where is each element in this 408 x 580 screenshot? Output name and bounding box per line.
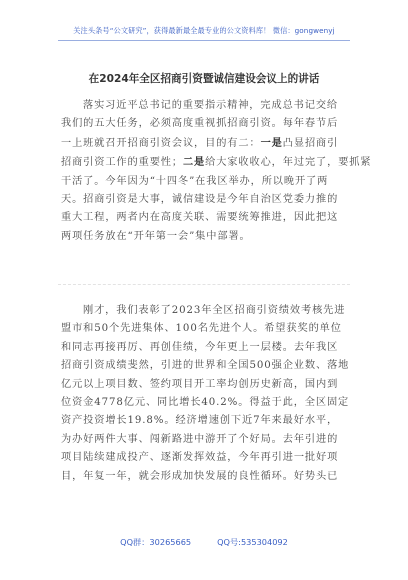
emphasis-text: 二是 — [182, 156, 206, 169]
paragraph-divider — [58, 284, 350, 285]
paragraph-line: 招商引资成绩斐然，引进的世界和全国500强企业数、落地 — [61, 360, 350, 372]
paragraph-text: 一上班就召开招商引资会议，目的有二： — [61, 137, 261, 149]
paragraph-line: 位资金4778亿元、同比增长40.2%。得益于此，全区固定 — [61, 397, 350, 409]
promo-header: 关注头条号“公文研究”，获得最新最全最专业的公文资料库！ 微信：gongwenyj — [73, 26, 335, 35]
paragraph-line: 落实习近平总书记的重要指示精神，完成总书记交给 — [83, 100, 339, 111]
paragraph-line: 为办好两件大事、闯新路进中游开了个好局。去年引进的 — [61, 433, 339, 445]
paragraph-line: 我们的五大任务，必须高度重视抓招商引资。每年春节后 — [61, 118, 339, 130]
qq-group-text: QQ群：30265665 — [120, 537, 192, 547]
paragraph-2 — [61, 302, 351, 486]
paragraph-line: 盟市和50个先进集体、100名先进个人。希望获奖的单位 — [61, 323, 342, 335]
paragraph-line: 天。招商引资是大事，诚信建设是今年自治区党委力推的 — [61, 194, 339, 206]
paragraph-line: 和同志再接再厉、再创佳绩，今年更上一层楼。去年我区 — [61, 341, 339, 353]
paragraph-line — [61, 134, 351, 153]
header-divider — [58, 40, 350, 41]
contact-footer — [0, 537, 408, 548]
paragraph-line: 两项任务放在“开年第一会”集中部署。 — [61, 230, 251, 242]
paragraph-line: 干活了。今年因为“十四冬”在我区举办，所以晚开了两 — [61, 175, 329, 187]
paragraph-text: 凸显招商引 — [282, 137, 339, 149]
paragraph-line: 重大工程，两者内在高度关联、需要统筹推进，因此把这 — [61, 212, 339, 224]
paragraph-1 — [61, 97, 372, 246]
emphasis-text: 一是 — [260, 136, 283, 149]
paragraph-line: 刚才，我们表彰了2023年全区招商引资绩效考核先进 — [83, 305, 346, 316]
paragraph-line: 亿元以上项目数、签约项目开工率均创历史新高，国内到 — [61, 378, 339, 390]
paragraph-text: 招商引资工作的重要性； — [61, 157, 183, 169]
paragraph-line: 项目陆续建成投产、逐渐发挥效益，今年再引进一批好项 — [61, 452, 339, 464]
qq-number-text: QQ号:535304092 — [217, 537, 288, 547]
paragraph-text: 给大家收收心，年过完了，要抓紧 — [205, 157, 372, 169]
document-title: 在2024年全区招商引资暨诚信建设会议上的讲话 — [88, 73, 320, 85]
paragraph-line: 目，年复一年，就会形成加快发展的良性循环。好势头已 — [61, 470, 339, 482]
paragraph-line — [61, 153, 372, 172]
paragraph-line: 资产投资增长19.8%。经济增速创下近7年来最好水平， — [61, 415, 339, 427]
